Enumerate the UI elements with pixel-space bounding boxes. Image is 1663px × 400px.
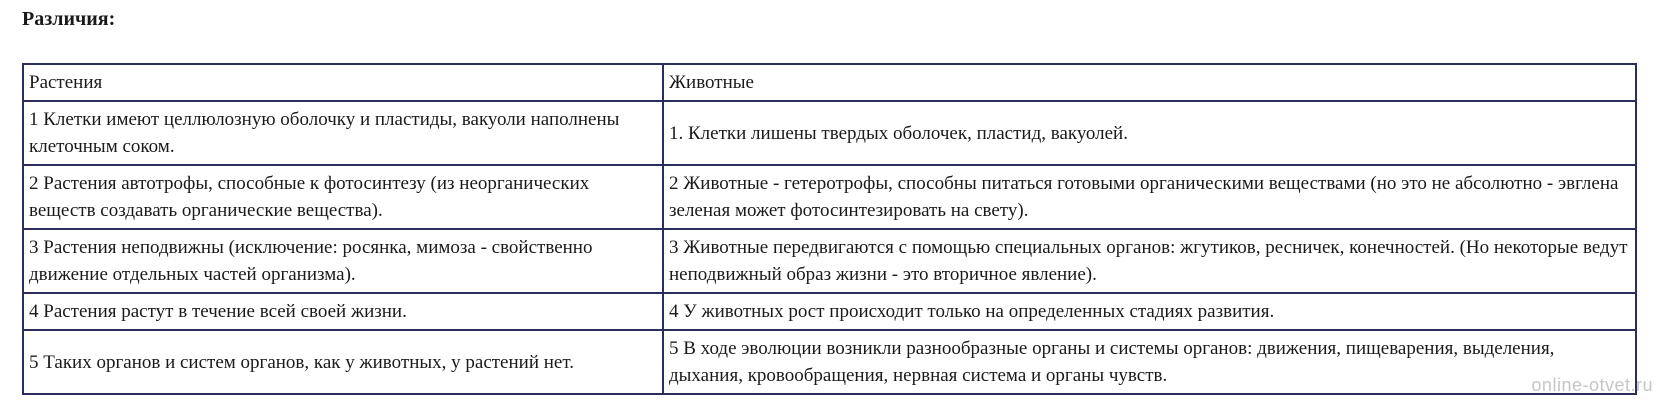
table-row	[23, 293, 1636, 330]
plants-cell: 4 Растения растут в течение всей своей жизни.	[23, 293, 663, 330]
animals-cell: 3 Животные передвигаются с помощью специальных органов: жгутиков, ресничек, конечностей. (Но некоторые ведут неподвижный образ жизни - это вторичное явление).	[663, 229, 1636, 293]
plants-cell: 3 Растения неподвижны (исключение: росянка, мимоза - свойственно движение отдельных частей организма).	[23, 229, 663, 293]
plants-cell: 2 Растения автотрофы, способные к фотосинтезу (из неорганических веществ создавать органические вещества).	[23, 165, 663, 229]
header-plants: Растения	[23, 64, 663, 101]
watermark: online-otvet.ru	[1531, 375, 1653, 395]
animals-cell: 2 Животные - гетеротрофы, способны питаться готовыми органическими веществами (но это не абсолютно - эвглена зеленая может фотосинтезировать на свету).	[663, 165, 1636, 229]
table-row	[23, 330, 1636, 394]
section-heading: Различия:	[22, 8, 116, 30]
animals-cell: 1. Клетки лишены твердых оболочек, пластид, вакуолей.	[663, 101, 1636, 165]
table-row	[23, 165, 1636, 229]
animals-cell: 5 В ходе эволюции возникли разнообразные органы и системы органов: движения, пищеварения, выделения, дыхания, кровообращения, нервная система и органы чувств.	[663, 330, 1636, 394]
header-animals: Животные	[663, 64, 1636, 101]
table-header-row	[23, 64, 1636, 101]
animals-cell: 4 У животных рост происходит только на определенных стадиях развития.	[663, 293, 1636, 330]
plants-cell: 5 Таких органов и систем органов, как у животных, у растений нет.	[23, 330, 663, 394]
plants-cell: 1 Клетки имеют целлюлозную оболочку и пластиды, вакуоли наполнены клеточным соком.	[23, 101, 663, 165]
table-row	[23, 229, 1636, 293]
table-row	[23, 101, 1636, 165]
differences-table	[22, 63, 1637, 395]
